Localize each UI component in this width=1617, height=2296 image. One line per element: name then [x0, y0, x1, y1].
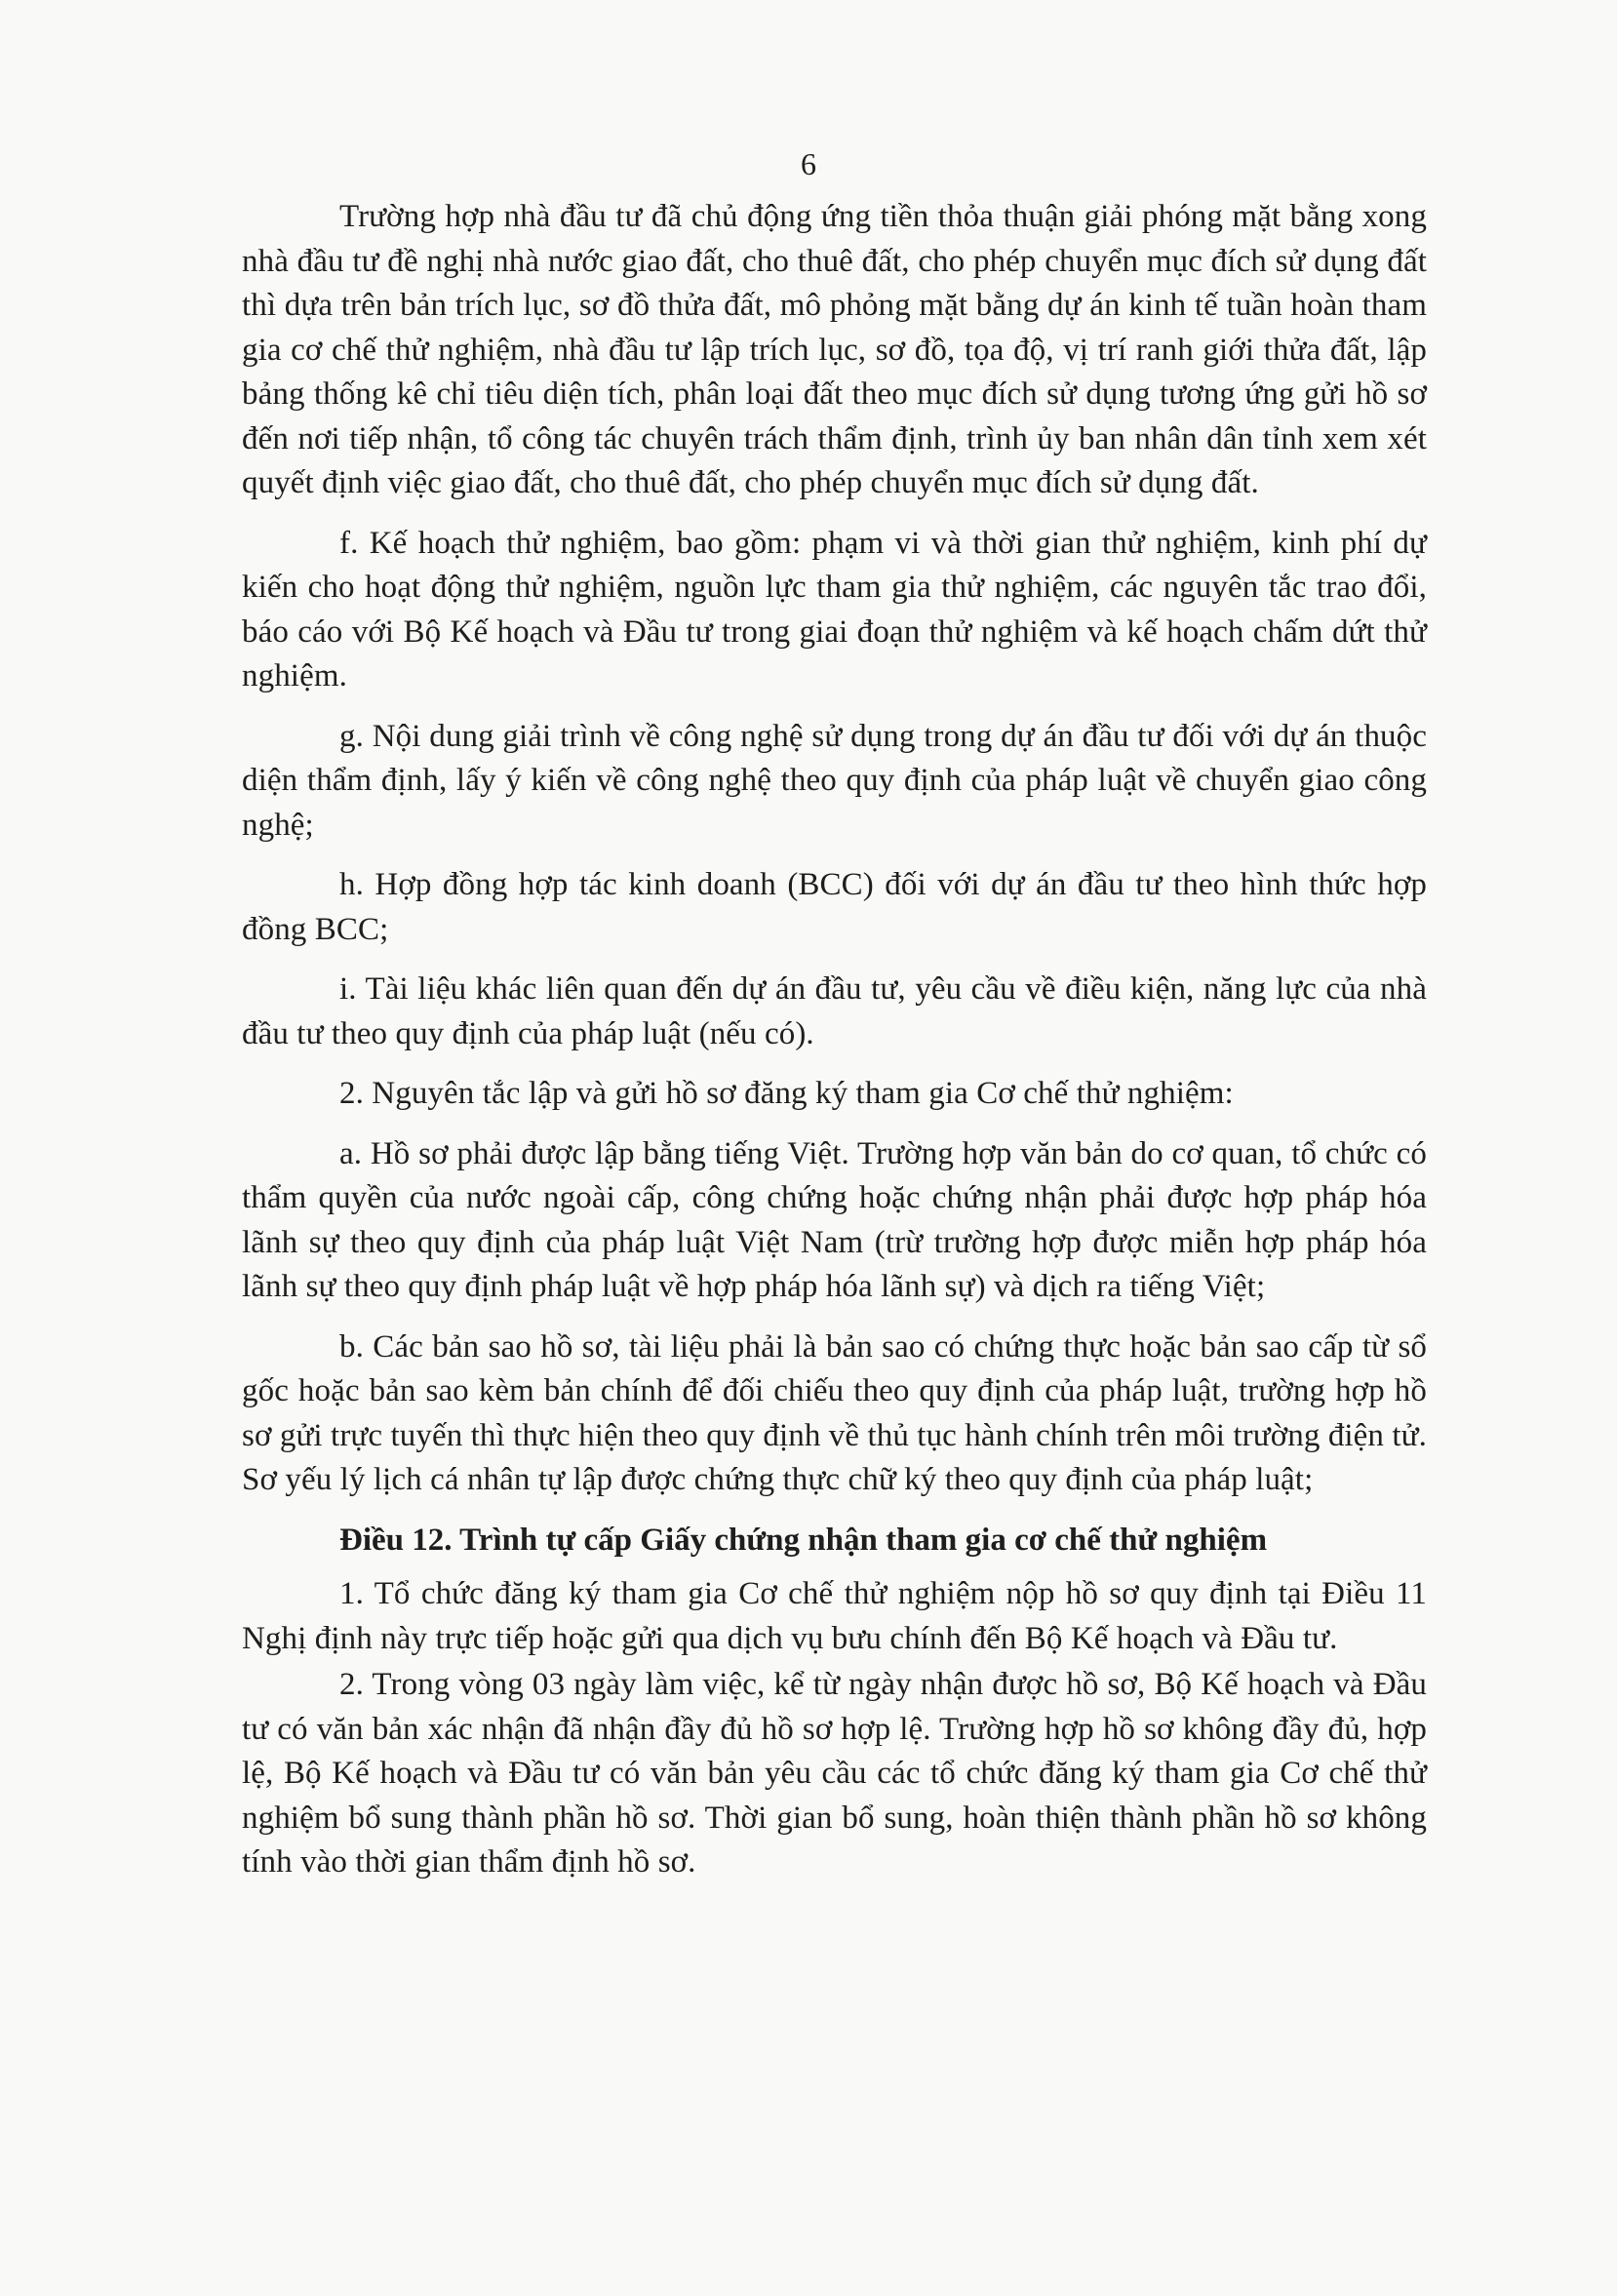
document-body [242, 195, 1427, 1887]
paragraph-item-h: h. Hợp đồng hợp tác kinh doanh (BCC) đối với dự án đầu tư theo hình thức hợp đồng BCC; [242, 867, 1427, 947]
paragraph-item-a: a. Hồ sơ phải được lập bằng tiếng Việt. Trường hợp văn bản do cơ quan, tổ chức có thẩm quyền của nước ngoài cấp, công chứng hoặc chứng nhận phải được hợp pháp hóa lãnh sự theo quy định của pháp luật Việt Nam (trừ trường hợp được miễn hợp pháp hóa lãnh sự theo quy định pháp luật về hợp pháp hóa lãnh sự) và dịch ra tiếng Việt; [242, 1135, 1427, 1304]
paragraph-item-b: b. Các bản sao hồ sơ, tài liệu phải là bản sao có chứng thực hoặc bản sao cấp từ sổ gốc hoặc bản sao kèm bản chính để đối chiếu theo quy định của pháp luật, trường hợp hồ sơ gửi trực tuyến thì thực hiện theo quy định về thủ tục hành chính trên môi trường điện tử. Sơ yếu lý lịch cá nhân tự lập được chứng thực chữ ký theo quy định của pháp luật; [242, 1328, 1427, 1497]
page-number: 6 [801, 146, 816, 181]
article-12-clause-2: 2. Trong vòng 03 ngày làm việc, kể từ ngày nhận được hồ sơ, Bộ Kế hoạch và Đầu tư có văn bản xác nhận đã nhận đầy đủ hồ sơ hợp lệ. Trường hợp hồ sơ không đầy đủ, hợp lệ, Bộ Kế hoạch và Đầu tư có văn bản yêu cầu các tổ chức đăng ký tham gia Cơ chế thử nghiệm bổ sung thành phần hồ sơ. Thời gian bổ sung, hoàn thiện thành phần hồ sơ không tính vào thời gian thẩm định hồ sơ. [242, 1667, 1427, 1880]
paragraph-land-clearance: Trường hợp nhà đầu tư đã chủ động ứng tiền thỏa thuận giải phóng mặt bằng xong nhà đầu tư đề nghị nhà nước giao đất, cho thuê đất, cho phép chuyển mục đích sử dụng đất thì dựa trên bản trích lục, sơ đồ thửa đất, mô phỏng mặt bằng dự án kinh tế tuần hoàn tham gia cơ chế thử nghiệm, nhà đầu tư lập trích lục, sơ đồ, tọa độ, vị trí ranh giới thửa đất, lập bảng thống kê chỉ tiêu diện tích, phân loại đất theo mục đích sử dụng tương ứng gửi hồ sơ đến nơi tiếp nhận, tổ công tác chuyên trách thẩm định, trình ủy ban nhân dân tỉnh xem xét quyết định việc giao đất, cho thuê đất, cho phép chuyển mục đích sử dụng đất. [242, 199, 1427, 500]
paragraph-item-f: f. Kế hoạch thử nghiệm, bao gồm: phạm vi và thời gian thử nghiệm, kinh phí dự kiến cho hoạt động thử nghiệm, nguồn lực tham gia thử nghiệm, các nguyên tắc trao đổi, báo cáo với Bộ Kế hoạch và Đầu tư trong giai đoạn thử nghiệm và kế hoạch chấm dứt thử nghiệm. [242, 525, 1427, 693]
article-12-clause-1: 1. Tổ chức đăng ký tham gia Cơ chế thử nghiệm nộp hồ sơ quy định tại Điều 11 Nghị định này trực tiếp hoặc gửi qua dịch vụ bưu chính đến Bộ Kế hoạch và Đầu tư. [242, 1576, 1427, 1656]
article-12-heading: Điều 12. Trình tự cấp Giấy chứng nhận tham gia cơ chế thử nghiệm [339, 1522, 1268, 1558]
paragraph-item-g: g. Nội dung giải trình về công nghệ sử dụng trong dự án đầu tư đối với dự án thuộc diện thẩm định, lấy ý kiến về công nghệ theo quy định của pháp luật về chuyển giao công nghệ; [242, 718, 1427, 843]
paragraph-item-i: i. Tài liệu khác liên quan đến dự án đầu tư, yêu cầu về điều kiện, năng lực của nhà đầu tư theo quy định của pháp luật (nếu có). [242, 971, 1427, 1051]
paragraph-section-2: 2. Nguyên tắc lập và gửi hồ sơ đăng ký tham gia Cơ chế thử nghiệm: [339, 1076, 1234, 1111]
